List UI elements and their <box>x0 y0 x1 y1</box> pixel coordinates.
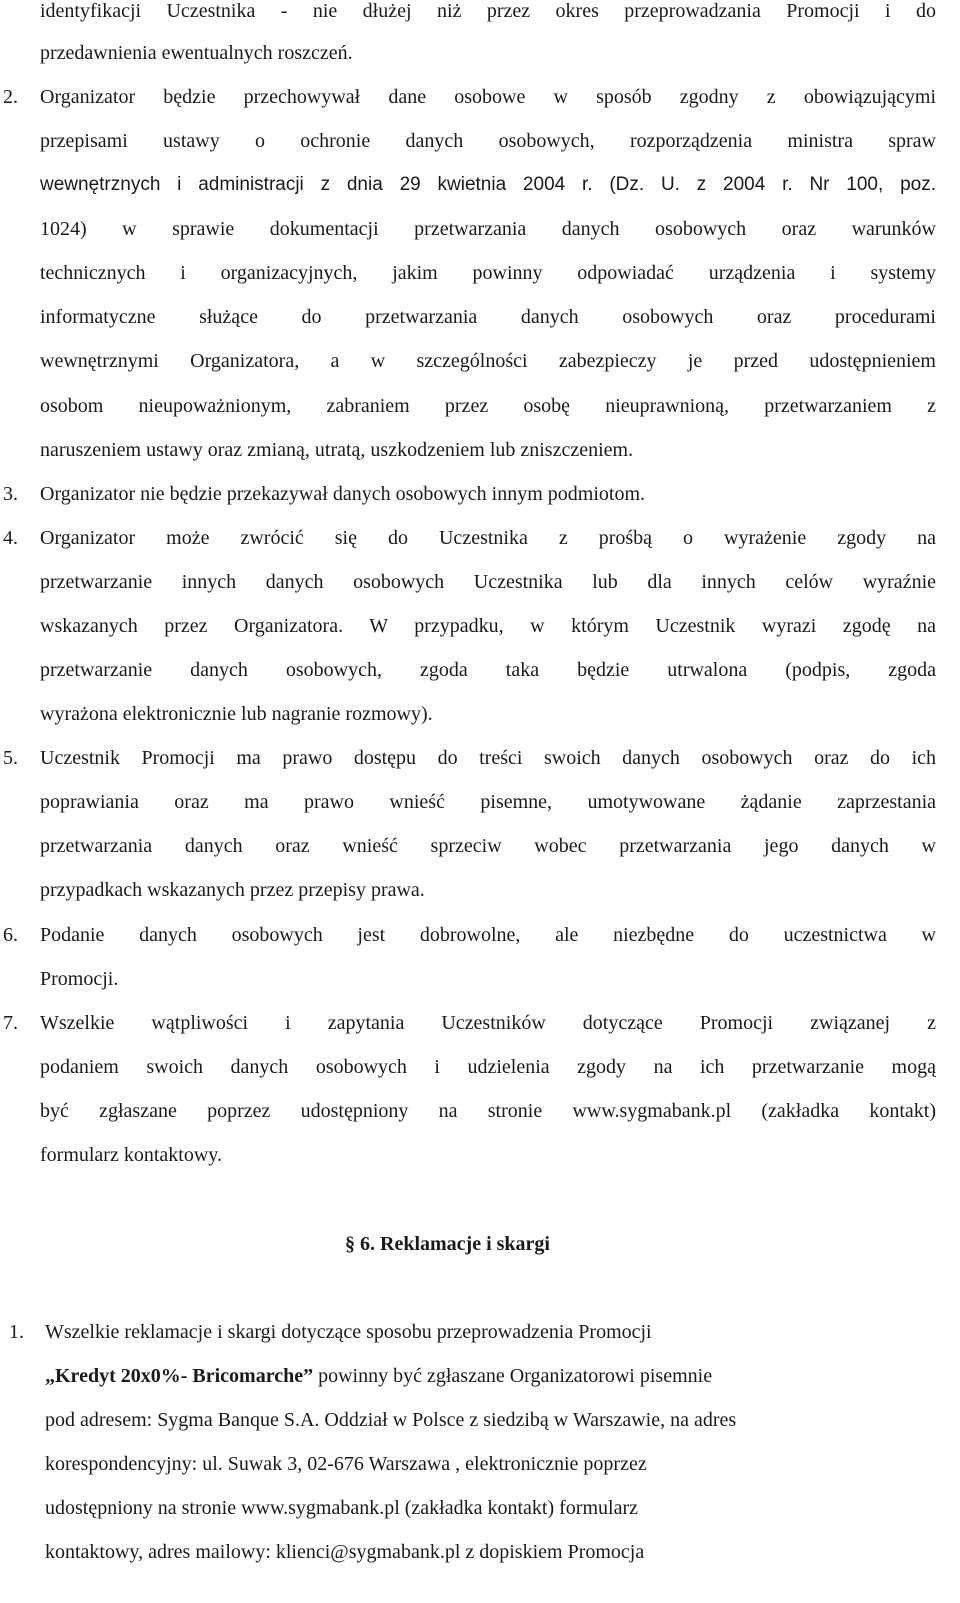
list-item-line: być zgłaszane poprzez udostępniony na stronie www.sygmabank.pl (zakładka kontakt) <box>40 1100 936 1122</box>
promotion-name: „Kredyt 20x0%- Bricomarche” <box>45 1365 314 1387</box>
list-item-line: Organizator może zwrócić się do Uczestnika z prośbą o wyrażenie zgody na <box>40 527 936 549</box>
list-item-line: przetwarzanie danych osobowych, zgoda taka będzie utrwalona (podpis, zgoda <box>40 659 936 681</box>
list-item-line: przepisami ustawy o ochronie danych osobowych, rozporządzenia ministra spraw <box>40 130 936 152</box>
list-number: 3. <box>3 483 18 505</box>
list-item-line: wyrażona elektronicznie lub nagranie rozmowy). <box>40 703 433 725</box>
list-item-line: Podanie danych osobowych jest dobrowolne, ale niezbędne do uczestnictwa w <box>40 924 936 946</box>
list-item-line: formularz kontaktowy. <box>40 1144 222 1166</box>
list-item-line: pod adresem: Sygma Banque S.A. Oddział w Polsce z siedzibą w Warszawie, na adres <box>45 1409 737 1431</box>
list-item-line: Wszelkie wątpliwości i zapytania Uczestników dotyczące Promocji związanej z <box>40 1012 936 1034</box>
list-item-line: wskazanych przez Organizatora. W przypadku, w którym Uczestnik wyrazi zgodę na <box>40 615 936 637</box>
intro-line: przedawnienia ewentualnych roszczeń. <box>40 42 353 64</box>
list-item-line: podaniem swoich danych osobowych i udzielenia zgody na ich przetwarzanie mogą <box>40 1056 936 1078</box>
list-item-line: Organizator nie będzie przekazywał danych osobowych innym podmiotom. <box>40 483 646 505</box>
list-item-line: naruszeniem ustawy oraz zmianą, utratą, uszkodzeniem lub zniszczeniem. <box>40 439 634 461</box>
list-item-line: Organizator będzie przechowywał dane osobowe w sposób zgodny z obowiązującymi <box>40 86 936 108</box>
list-item-line: przetwarzania danych oraz wnieść sprzeciw wobec przetwarzania jego danych w <box>40 835 936 857</box>
list-item-line: przypadkach wskazanych przez przepisy prawa. <box>40 879 425 901</box>
list-item-line: 1024) w sprawie dokumentacji przetwarzania danych osobowych oraz warunków <box>40 218 936 240</box>
list-number: 7. <box>3 1012 18 1034</box>
list-item-line: Wszelkie reklamacje i skargi dotyczące sposobu przeprowadzenia Promocji <box>45 1321 652 1343</box>
list-item-line: poprawiania oraz ma prawo wnieść pisemne, umotywowane żądanie zaprzestania <box>40 791 936 813</box>
intro-line: identyfikacji Uczestnika - nie dłużej niż przez okres przeprowadzania Promocji i do <box>40 0 936 22</box>
list-number: 6. <box>3 924 18 946</box>
list-item-text: powinny być zgłaszane Organizatorowi pisemnie <box>313 1365 713 1387</box>
list-item-line: osobom nieupoważnionym, zabraniem przez osobę nieuprawnioną, przetwarzaniem z <box>40 395 936 417</box>
list-item-line: korespondencyjny: ul. Suwak 3, 02-676 Warszawa , elektronicznie poprzez <box>45 1453 647 1475</box>
list-item-line: przetwarzanie innych danych osobowych Uczestnika lub dla innych celów wyraźnie <box>40 571 936 593</box>
list-number: 2. <box>3 86 18 108</box>
section-heading: § 6. Reklamacje i skargi <box>345 1233 550 1255</box>
list-number: 4. <box>3 527 18 549</box>
list-item-line: technicznych i organizacyjnych, jakim powinny odpowiadać urządzenia i systemy <box>40 262 936 284</box>
list-number: 5. <box>3 747 18 769</box>
list-item-line: Uczestnik Promocji ma prawo dostępu do treści swoich danych osobowych oraz do ich <box>40 747 936 769</box>
list-item-line: wewnętrznymi Organizatora, a w szczególności zabezpieczy je przed udostępnieniem <box>40 350 936 372</box>
list-item-line: informatyczne służące do przetwarzania danych osobowych oraz procedurami <box>40 306 936 328</box>
list-item-line: Promocji. <box>40 968 119 990</box>
list-number: 1. <box>9 1321 24 1343</box>
list-item-line: kontaktowy, adres mailowy: klienci@sygmabank.pl z dopiskiem Promocja <box>45 1541 645 1563</box>
list-item-line: wewnętrznych i administracji z dnia 29 kwietnia 2004 r. (Dz. U. z 2004 r. Nr 100, poz. <box>40 174 936 195</box>
list-item-line: udostępniony na stronie www.sygmabank.pl (zakładka kontakt) formularz <box>45 1497 638 1519</box>
list-item-line <box>45 1363 712 1389</box>
